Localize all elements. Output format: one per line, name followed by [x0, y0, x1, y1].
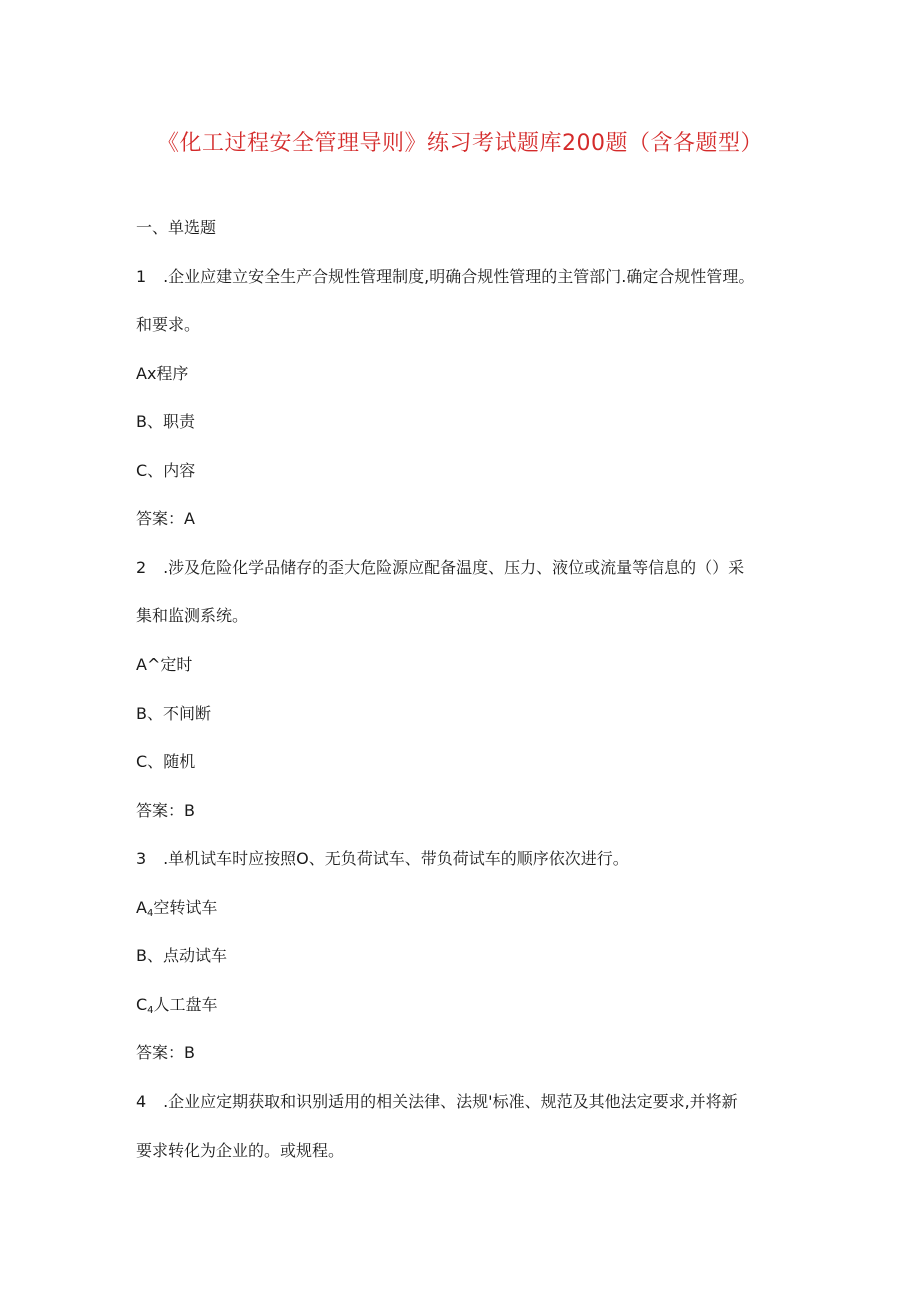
option-letter: A [136, 655, 147, 674]
question-2-answer: 答案：B [136, 801, 195, 820]
option-text: 空转试车 [153, 898, 218, 917]
question-number: 4 [136, 1092, 147, 1111]
option-letter: B [136, 704, 147, 723]
question-4-continuation: 要求转化为企业的。或规程。 [136, 1141, 345, 1160]
option-text: 人工盘车 [153, 995, 218, 1014]
question-1-option-a [136, 363, 796, 385]
question-1-option-b [136, 411, 796, 433]
question-3-text [136, 848, 796, 870]
option-mark: 、 [146, 412, 163, 431]
option-mark: 4 [146, 908, 154, 919]
option-text: 定时 [160, 655, 193, 674]
question-3-option-a [136, 897, 796, 925]
question-stem: .单机试车时应按照O、无负荷试车、带负荷试车的顺序依次进行。 [158, 849, 629, 868]
option-text: 点动试车 [163, 946, 228, 965]
question-3-answer: 答案：B [136, 1043, 195, 1062]
question-1-continuation: 和要求。 [136, 315, 201, 334]
question-2-continuation: 集和监测系统。 [136, 606, 249, 625]
option-mark: x [146, 364, 157, 383]
option-letter: C [136, 995, 148, 1014]
question-stem: .企业应定期获取和识别适用的相关法律、法规'标准、规范及其他法定要求,并将新 [158, 1092, 738, 1111]
option-mark: ^ [146, 655, 161, 674]
option-mark: 、 [147, 752, 164, 771]
option-letter: C [136, 461, 148, 480]
question-1-option-c [136, 460, 796, 482]
question-stem: .涉及危险化学品储存的歪大危险源应配备温度、压力、液位或流量等信息的（）采 [158, 558, 745, 577]
option-mark: 4 [147, 1005, 154, 1016]
option-text: 职责 [163, 412, 196, 431]
option-mark: 、 [147, 461, 164, 480]
option-letter: A [136, 364, 147, 383]
option-letter: B [136, 946, 147, 965]
document-title: 《化工过程安全管理导则》练习考试题库200题（含各题型） [157, 131, 763, 156]
question-1-text [136, 266, 796, 288]
option-text: 随机 [163, 752, 196, 771]
option-letter: A [136, 898, 147, 917]
option-text: 程序 [156, 364, 189, 383]
question-2-option-b [136, 703, 796, 725]
question-stem: .企业应建立安全生产合规性管理制度,明确合规性管理的主管部门.确定合规性管理。 [158, 267, 755, 286]
question-3-option-c [136, 994, 796, 1022]
question-2-text [136, 557, 796, 579]
option-letter: C [136, 752, 148, 771]
question-3-option-b [136, 945, 796, 967]
question-1-answer: 答案：A [136, 509, 195, 528]
question-number: 3 [136, 849, 147, 868]
question-4-text [136, 1091, 796, 1113]
question-2-option-c [136, 751, 796, 773]
question-2-option-a [136, 654, 796, 676]
option-mark: 、 [146, 946, 163, 965]
question-number: 2 [136, 558, 147, 577]
option-text: 不间断 [163, 704, 212, 723]
section-heading: 一、单选题 [136, 218, 217, 237]
option-mark: 、 [146, 704, 163, 723]
option-letter: B [136, 412, 147, 431]
option-text: 内容 [163, 461, 196, 480]
question-number: 1 [136, 267, 147, 286]
